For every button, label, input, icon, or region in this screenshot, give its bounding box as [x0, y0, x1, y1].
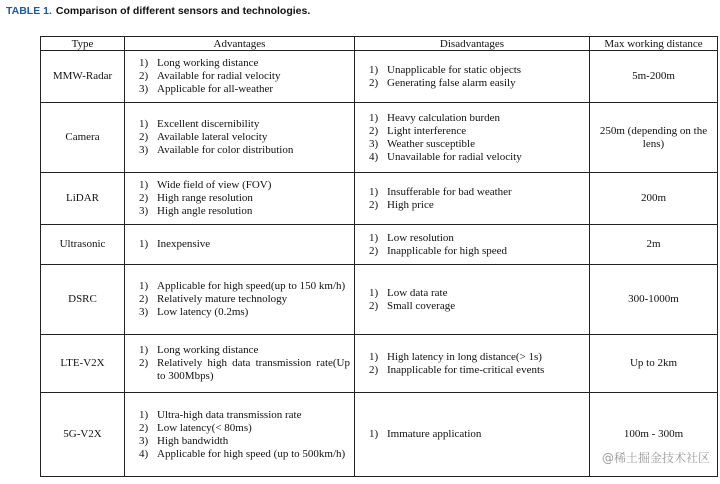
list-item-number: 1)	[139, 179, 149, 191]
list-item-number: 2)	[139, 357, 149, 369]
list-item	[369, 199, 585, 212]
list-item	[139, 205, 350, 218]
list-item-number: 1)	[139, 118, 149, 130]
list-item	[139, 179, 350, 192]
disadvantages-list	[369, 428, 585, 441]
header-type: Type	[41, 37, 125, 51]
list-item	[139, 57, 350, 70]
list-item-text: High bandwidth	[157, 434, 229, 447]
cell-disadvantages	[355, 335, 590, 393]
list-item-number: 4)	[369, 150, 379, 163]
header-distance: Max working distance	[590, 37, 718, 51]
list-item-number: 1)	[369, 63, 379, 76]
list-item-text: Available for radial velocity	[157, 70, 281, 82]
advantages-list	[139, 238, 350, 251]
table-caption	[6, 5, 310, 17]
list-item	[369, 64, 585, 77]
advantages-list	[139, 57, 350, 96]
disadvantages-list	[369, 186, 585, 212]
header-disadvantages: Disadvantages	[355, 37, 590, 51]
list-item-text: Generating false alarm easily	[387, 76, 516, 89]
list-item-text: Low data rate	[387, 286, 448, 299]
list-item	[369, 351, 585, 364]
list-item-text: Low latency (0.2ms)	[157, 306, 249, 318]
list-item	[139, 238, 350, 251]
cell-type: DSRC	[41, 265, 125, 335]
cell-type: Camera	[41, 103, 125, 173]
cell-disadvantages	[355, 51, 590, 103]
table-body	[41, 51, 718, 477]
list-item-text: Applicable for all-weather	[157, 83, 274, 95]
list-item-text: Unapplicable for static objects	[387, 63, 522, 76]
cell-disadvantages	[355, 265, 590, 335]
cell-advantages	[125, 173, 355, 225]
list-item	[139, 280, 350, 293]
cell-distance: 100m - 300m	[590, 393, 718, 477]
list-item	[369, 186, 585, 199]
list-item-text: High price	[387, 198, 434, 211]
list-item-number: 2)	[369, 244, 379, 257]
disadvantages-list	[369, 64, 585, 90]
cell-distance: 200m	[590, 173, 718, 225]
list-item-text: Small coverage	[387, 299, 456, 312]
list-item-text: Ultra-high data transmission rate	[157, 408, 302, 421]
disadvantages-list	[369, 351, 585, 377]
advantages-list	[139, 118, 350, 157]
advantages-list	[139, 344, 350, 383]
list-item	[369, 232, 585, 245]
cell-type: Ultrasonic	[41, 225, 125, 265]
list-item	[369, 428, 585, 441]
list-item-text: Relatively mature technology	[157, 293, 288, 305]
list-item-text: Inapplicable for time-critical events	[387, 363, 545, 376]
list-item-number: 1)	[139, 238, 149, 250]
list-item	[139, 293, 350, 306]
list-item-number: 2)	[139, 131, 149, 143]
list-item	[139, 118, 350, 131]
list-item-text: Heavy calculation burden	[387, 111, 501, 124]
list-item	[369, 245, 585, 258]
list-item-text: Low resolution	[387, 231, 454, 244]
list-item	[139, 83, 350, 96]
header-advantages: Advantages	[125, 37, 355, 51]
list-item-number: 1)	[369, 350, 379, 363]
cell-disadvantages	[355, 225, 590, 265]
cell-type: MMW-Radar	[41, 51, 125, 103]
cell-type: 5G-V2X	[41, 393, 125, 477]
list-item-text: Long working distance	[157, 344, 259, 356]
list-item-number: 2)	[139, 70, 149, 82]
list-item-number: 2)	[369, 198, 379, 211]
list-item-text: High latency in long distance(> 1s)	[387, 350, 542, 363]
cell-distance: 250m (depending on the lens)	[590, 103, 718, 173]
list-item-text: Relatively high data transmission rate(Up to 300Mbps)	[157, 357, 350, 382]
list-item	[139, 448, 350, 461]
list-item-number: 1)	[139, 344, 149, 356]
list-item-text: Insufferable for bad weather	[387, 185, 512, 198]
list-item-number: 2)	[139, 421, 149, 434]
list-item-number: 1)	[369, 231, 379, 244]
disadvantages-list	[369, 287, 585, 313]
cell-distance: Up to 2km	[590, 335, 718, 393]
list-item-number: 1)	[369, 286, 379, 299]
list-item-number: 2)	[369, 363, 379, 376]
list-item	[369, 77, 585, 90]
cell-distance: 5m-200m	[590, 51, 718, 103]
list-item-text: High range resolution	[157, 192, 253, 204]
list-item	[139, 192, 350, 205]
cell-advantages	[125, 265, 355, 335]
list-item-text: Wide field of view (FOV)	[157, 179, 272, 191]
header-row	[41, 37, 718, 51]
list-item-text: Inexpensive	[157, 238, 211, 250]
table-row	[41, 335, 718, 393]
list-item	[139, 306, 350, 319]
list-item-number: 2)	[369, 299, 379, 312]
list-item	[369, 300, 585, 313]
list-item-number: 1)	[139, 408, 149, 421]
table-row	[41, 225, 718, 265]
list-item	[369, 112, 585, 125]
list-item-number: 1)	[369, 111, 379, 124]
list-item	[139, 344, 350, 357]
table-row	[41, 51, 718, 103]
list-item-text: Excellent discernibility	[157, 118, 260, 130]
table-label: TABLE 1.	[6, 5, 52, 17]
list-item	[139, 131, 350, 144]
watermark: @稀土掘金技术社区	[601, 451, 710, 465]
table-title: Comparison of different sensors and technologies.	[55, 5, 311, 17]
list-item-text: Applicable for high speed(up to 150 km/h)	[157, 280, 346, 292]
cell-disadvantages	[355, 393, 590, 477]
list-item	[139, 422, 350, 435]
cell-advantages	[125, 335, 355, 393]
list-item-number: 4)	[139, 447, 149, 460]
cell-advantages	[125, 225, 355, 265]
cell-advantages	[125, 393, 355, 477]
disadvantages-list	[369, 112, 585, 164]
advantages-list	[139, 409, 350, 461]
list-item	[139, 70, 350, 83]
comparison-table	[40, 36, 718, 477]
list-item	[139, 144, 350, 157]
list-item-number: 2)	[369, 124, 379, 137]
list-item	[139, 409, 350, 422]
cell-advantages	[125, 103, 355, 173]
list-item-text: Inapplicable for high speed	[387, 244, 508, 257]
list-item-number: 2)	[369, 76, 379, 89]
list-item-text: Light interference	[387, 124, 467, 137]
cell-advantages	[125, 51, 355, 103]
list-item	[369, 138, 585, 151]
list-item-number: 3)	[139, 83, 149, 95]
list-item-number: 1)	[369, 428, 379, 440]
list-item	[369, 364, 585, 377]
list-item	[139, 435, 350, 448]
table-row	[41, 265, 718, 335]
advantages-list	[139, 280, 350, 319]
list-item-text: Long working distance	[157, 57, 259, 69]
list-item-text: Immature application	[387, 428, 482, 440]
cell-disadvantages	[355, 103, 590, 173]
list-item-text: Available lateral velocity	[157, 131, 268, 143]
cell-type: LiDAR	[41, 173, 125, 225]
list-item-number: 2)	[139, 293, 149, 305]
table-row	[41, 173, 718, 225]
list-item-number: 3)	[369, 137, 379, 150]
list-item	[369, 287, 585, 300]
disadvantages-list	[369, 232, 585, 258]
list-item-text: Unavailable for radial velocity	[387, 150, 522, 163]
list-item-number: 1)	[139, 280, 149, 292]
list-item-number: 3)	[139, 205, 149, 217]
cell-distance: 2m	[590, 225, 718, 265]
list-item-number: 2)	[139, 192, 149, 204]
cell-type: LTE-V2X	[41, 335, 125, 393]
table-row	[41, 103, 718, 173]
cell-distance: 300-1000m	[590, 265, 718, 335]
list-item	[369, 125, 585, 138]
list-item-text: Low latency(< 80ms)	[157, 421, 252, 434]
list-item-number: 1)	[139, 57, 149, 69]
list-item-number: 1)	[369, 185, 379, 198]
list-item-number: 3)	[139, 434, 149, 447]
list-item-number: 3)	[139, 306, 149, 318]
list-item-text: High angle resolution	[157, 205, 253, 217]
list-item-text: Available for color distribution	[157, 144, 294, 156]
advantages-list	[139, 179, 350, 218]
list-item-number: 3)	[139, 144, 149, 156]
list-item-text: Applicable for high speed (up to 500km/h)	[157, 447, 346, 460]
list-item	[369, 151, 585, 164]
cell-disadvantages	[355, 173, 590, 225]
list-item-text: Weather susceptible	[387, 137, 475, 150]
list-item	[139, 357, 350, 383]
